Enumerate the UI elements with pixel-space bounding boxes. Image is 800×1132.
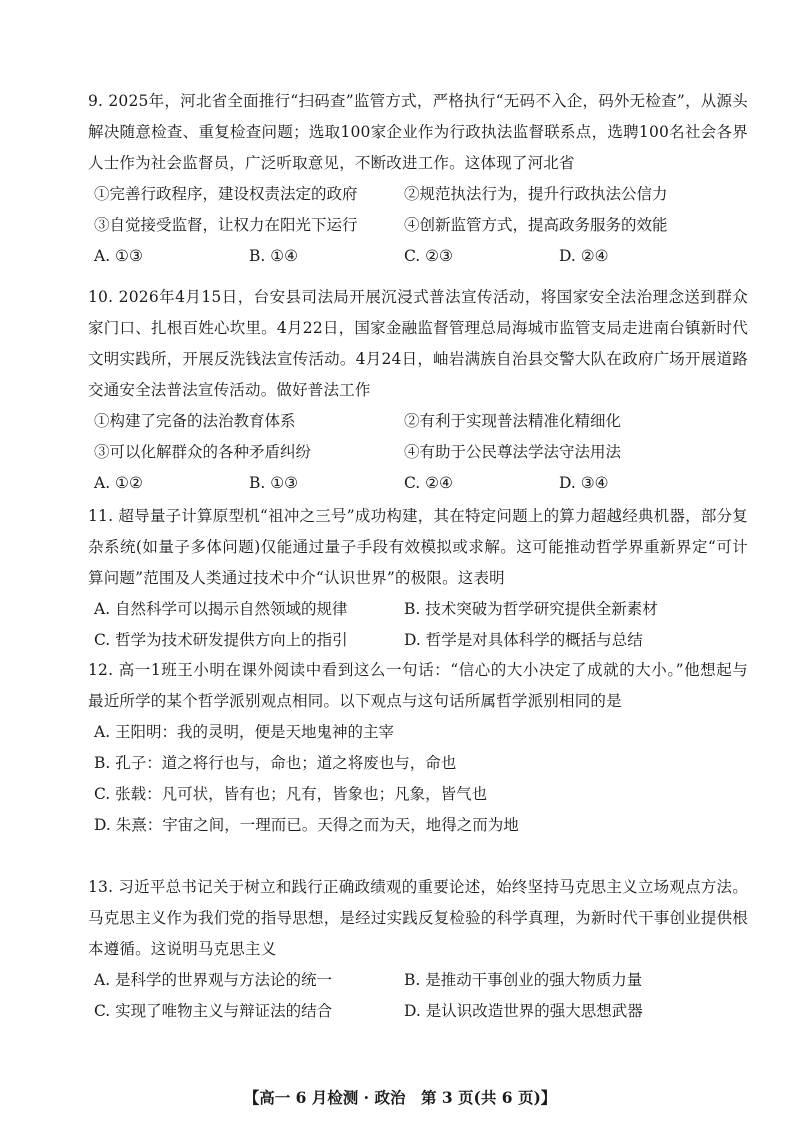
question-11 xyxy=(88,501,748,656)
statement-item: ④有助于公民尊法学法守法用法 xyxy=(404,443,622,461)
choice-a: A. 自然科学可以揭示自然领域的规律 xyxy=(94,600,348,618)
choice-b: B. 技术突破为哲学研究提供全新素材 xyxy=(404,600,658,618)
choice-list xyxy=(88,468,748,499)
choice-list xyxy=(88,241,748,272)
statement-item: ④创新监管方式，提高政务服务的效能 xyxy=(404,216,668,234)
question-stem: 12. 高一1班王小明在课外阅读中看到这么一句话：“信心的大小决定了成就的大小。”他想起与最近所学的某个哲学派别观点相同。以下观点与这句话所属哲学派别相同的是 xyxy=(88,661,748,710)
choice-c: C. 实现了唯物主义与辩证法的结合 xyxy=(94,1002,333,1020)
statement-item: ①完善行政程序，建设权责法定的政府 xyxy=(94,185,358,203)
choice-c: C. ②④ xyxy=(404,474,453,492)
question-stem: 13. 习近平总书记关于树立和践行正确政绩观的重要论述，始终坚持马克思主义立场观点方法。马克思主义作为我们党的指导思想，是经过实践反复检验的科学真理，为新时代干事创业提供根本遵循。这说明马克思主义 xyxy=(88,878,748,958)
choice-d: D. ③④ xyxy=(559,474,609,492)
question-stem: 10. 2026年4月15日，台安县司法局开展沉浸式普法宣传活动，将国家安全法治理念送到群众家门口、扎根百姓心坎里。4月22日，国家金融监督管理总局海城市监管支局走进南台镇新时代文明实践所，开展反洗钱法宣传活动。4月24日，岫岩满族自治县交警大队在政府广场开展道路交通安全法普法宣传活动。做好普法工作 xyxy=(88,288,748,399)
choice-d: D. 朱熹：宇宙之间，一理而已。天得之而为天，地得之而为地 xyxy=(94,816,519,834)
choice-list xyxy=(88,965,748,1027)
choice-c: C. 张载：凡可状，皆有也；凡有，皆象也；凡象，皆气也 xyxy=(94,785,488,803)
choice-list xyxy=(88,717,748,841)
statement-item: ③自觉接受监督，让权力在阳光下运行 xyxy=(94,216,358,234)
choice-d: D. 哲学是对具体科学的概括与总结 xyxy=(404,631,643,649)
page-footer: 【高一 6 月检测 · 政治 第 3 页(共 6 页)】 xyxy=(243,1088,557,1107)
statement-item: ②有利于实现普法精准化精细化 xyxy=(404,412,622,430)
question-12 xyxy=(88,655,748,841)
question-13 xyxy=(88,872,748,1027)
statement-list xyxy=(88,406,748,468)
choice-c: C. 哲学为技术研发提供方向上的指引 xyxy=(94,631,348,649)
choice-list xyxy=(88,594,748,656)
choice-d: D. ②④ xyxy=(559,247,609,265)
choice-b: B. ①③ xyxy=(249,474,299,492)
choice-a: A. 是科学的世界观与方法论的统一 xyxy=(94,971,333,989)
choice-a: A. ①③ xyxy=(94,247,143,265)
choice-b: B. ①④ xyxy=(249,247,299,265)
statement-item: ①构建了完备的法治教育体系 xyxy=(94,412,296,430)
choice-a: A. ①② xyxy=(94,474,143,492)
choice-b: B. 孔子：道之将行也与，命也；道之将废也与，命也 xyxy=(94,754,457,772)
choice-c: C. ②③ xyxy=(404,247,453,265)
question-stem: 11. 超导量子计算原型机“祖冲之三号”成功构建，其在特定问题上的算力超越经典机器，部分复杂系统(如量子多体问题)仅能通过量子手段有效模拟或求解。这可能推动哲学界重新界定“可计算问题”范围及人类通过技术中介“认识世界”的极限。这表明 xyxy=(88,507,748,587)
statement-item: ②规范执法行为，提升行政执法公信力 xyxy=(404,185,668,203)
statement-list xyxy=(88,179,748,241)
choice-a: A. 王阳明：我的灵明，便是天地鬼神的主宰 xyxy=(94,723,395,741)
choice-d: D. 是认识改造世界的强大思想武器 xyxy=(404,1002,643,1020)
question-9 xyxy=(88,86,748,272)
statement-item: ③可以化解群众的各种矛盾纠纷 xyxy=(94,443,312,461)
choice-b: B. 是推动干事创业的强大物质力量 xyxy=(404,971,643,989)
question-stem: 9. 2025年，河北省全面推行“扫码查”监管方式，严格执行“无码不入企，码外无检查”，从源头解决随意检查、重复检查问题；选取100家企业作为行政执法监督联系点，选聘100名社会各界人士作为社会监督员，广泛听取意见，不断改进工作。这体现了河北省 xyxy=(88,92,748,172)
question-10 xyxy=(88,282,748,499)
